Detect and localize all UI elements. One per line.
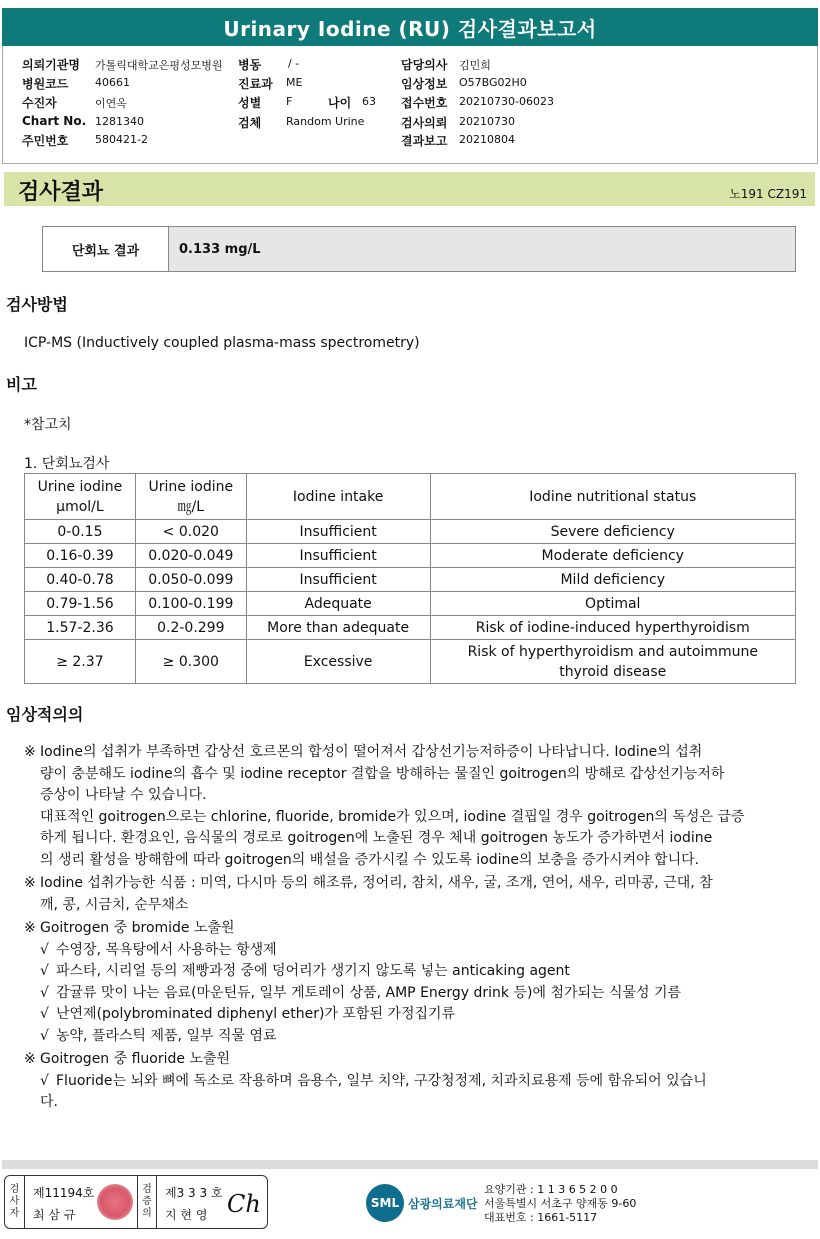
table-row bbox=[25, 544, 796, 568]
examinee-value: 이연옥 bbox=[95, 97, 127, 110]
note-line: 의 생리 활성을 방해함에 따라 goitrogen의 배설을 증가시킬 수 있도록 iodine의 보충을 증가시켜야 합니다. bbox=[40, 851, 700, 868]
verifier-number: 제3 3 3 호 bbox=[165, 1186, 223, 1200]
check-icon: √ bbox=[40, 1027, 49, 1044]
request-date-label: 검사의뢰 bbox=[401, 116, 448, 130]
check-icon: √ bbox=[40, 963, 49, 979]
check-icon: √ bbox=[40, 1006, 49, 1022]
header-mg-line2: ㎎/L bbox=[177, 498, 205, 515]
age-value: 63 bbox=[362, 95, 376, 108]
cell-intake: Insufficient bbox=[246, 544, 430, 568]
examiner-name: 최 삼 규 bbox=[33, 1208, 76, 1222]
cell-status: Moderate deficiency bbox=[430, 544, 795, 568]
table-header-row bbox=[25, 474, 796, 520]
note-mark: ※ bbox=[24, 744, 36, 760]
id-label: 주민번호 bbox=[22, 134, 69, 148]
note-line: 하게 됩니다. 환경요인, 음식물의 경로로 goitrogen에 노출된 경우 체내 goitrogen 농도가 증가하면서 iodine bbox=[40, 830, 713, 846]
cell-status: Risk of iodine-induced hyperthyroidism bbox=[430, 616, 795, 640]
cell-intake: More than adequate bbox=[246, 616, 430, 640]
header-mg bbox=[135, 474, 246, 520]
clinical-info-value: O57BG02H0 bbox=[459, 76, 527, 89]
table-row bbox=[25, 592, 796, 616]
cell-mg: 0.100-0.199 bbox=[135, 592, 246, 616]
request-date-value: 20210730 bbox=[459, 115, 515, 128]
cell-status: Mild deficiency bbox=[430, 568, 795, 592]
clinical-notes bbox=[24, 742, 794, 1114]
doctor-value: 김민희 bbox=[459, 59, 491, 72]
result-value: 0.133 mg/L bbox=[179, 241, 261, 257]
cell-status bbox=[430, 640, 795, 684]
list-item bbox=[24, 961, 794, 983]
signature-box bbox=[4, 1175, 268, 1229]
result-section-bar bbox=[4, 172, 815, 206]
cell-intake: Insufficient bbox=[246, 568, 430, 592]
cell-intake: Insufficient bbox=[246, 520, 430, 544]
cell-umol: 0.40-0.78 bbox=[25, 568, 136, 592]
cell-mg: 0.020-0.049 bbox=[135, 544, 246, 568]
note-mark: ※ bbox=[24, 920, 36, 936]
sml-logo-icon: SML bbox=[366, 1184, 404, 1222]
vertical-char: 자 bbox=[9, 1208, 20, 1219]
org-code: 요양기관 : 1 1 3 6 5 2 0 0 bbox=[484, 1183, 618, 1196]
cell-status: Optimal bbox=[430, 592, 795, 616]
specimen-value: Random Urine bbox=[286, 115, 365, 128]
report-date-label: 결과보고 bbox=[401, 134, 448, 148]
verifier-vertical-label bbox=[137, 1176, 157, 1228]
remarks-title: 비고 bbox=[6, 375, 37, 394]
vertical-char: 검 bbox=[142, 1184, 152, 1195]
cell-intake: Excessive bbox=[246, 640, 430, 684]
check-icon: √ bbox=[40, 984, 49, 1001]
vertical-char: 검 bbox=[9, 1184, 20, 1195]
list-item-text: Fluoride는 뇌와 뼈에 독소로 작용하며 음용수, 일부 치약, 구강청정제, 치과치료용제 등에 함유되어 있습니 bbox=[56, 1072, 707, 1089]
department-label: 진료과 bbox=[238, 77, 273, 91]
institution-label: 의뢰기관명 bbox=[22, 58, 80, 72]
list-item bbox=[24, 1026, 794, 1048]
list-item bbox=[24, 1071, 794, 1093]
chart-label: Chart No. bbox=[22, 114, 87, 128]
specimen-label: 검체 bbox=[238, 116, 262, 130]
cell-status: Severe deficiency bbox=[430, 520, 795, 544]
vertical-char: 증 bbox=[142, 1196, 152, 1207]
list-item bbox=[24, 1004, 794, 1026]
list-item-text: 감귤류 맛이 나는 음료(마운틴듀, 일부 게토레이 상품, AMP Energy drink 등)에 첨가되는 식물성 기름 bbox=[56, 984, 682, 1001]
note-mark: ※ bbox=[24, 1051, 36, 1067]
cell-intake: Adequate bbox=[246, 592, 430, 616]
header-mg-line1: Urine iodine bbox=[148, 478, 234, 495]
note-heading: Goitrogen 중 fluoride 노출원 bbox=[40, 1051, 231, 1067]
note-line: 깨, 콩, 시금치, 순무채소 bbox=[40, 896, 189, 913]
list-item-text: 수영장, 목욕탕에서 사용하는 항생제 bbox=[56, 941, 277, 958]
table-row bbox=[25, 640, 796, 684]
reception-label: 접수번호 bbox=[401, 96, 448, 110]
check-icon: √ bbox=[40, 1072, 49, 1089]
cell-status-line2: thyroid disease bbox=[559, 663, 667, 680]
signature-icon: Ch bbox=[227, 1190, 261, 1218]
note-line: 대표적인 goitrogen으로는 chlorine, fluoride, bromide가 있으며, iodine 결핍일 경우 goitrogen의 독성은 급증 bbox=[40, 808, 745, 825]
org-info bbox=[484, 1183, 636, 1225]
note-paragraph bbox=[24, 1049, 794, 1071]
note-line: 다. bbox=[40, 1094, 58, 1110]
result-label: 단회뇨 결과 bbox=[43, 227, 169, 271]
list-item-text: 파스타, 시리얼 등의 제빵과정 중에 덩어리가 생기지 않도록 넣는 anticaking agent bbox=[56, 963, 570, 979]
report-date-value: 20210804 bbox=[459, 133, 515, 146]
table-row bbox=[25, 568, 796, 592]
cell-umol: 0-0.15 bbox=[25, 520, 136, 544]
seal-icon bbox=[97, 1184, 133, 1220]
id-value: 580421-2 bbox=[95, 133, 148, 146]
note-line: 증상이 나타날 수 있습니다. bbox=[40, 787, 207, 803]
org-phone: 대표번호 : 1661-5117 bbox=[484, 1211, 598, 1224]
cell-status-line1: Risk of hyperthyroidism and autoimmune bbox=[467, 643, 758, 660]
header-intake: Iodine intake bbox=[246, 474, 430, 520]
note-mark: ※ bbox=[24, 875, 36, 891]
result-box bbox=[42, 226, 796, 272]
method-title: 검사방법 bbox=[6, 295, 68, 314]
examiner-number: 제11194호 bbox=[33, 1186, 95, 1200]
clinical-title: 임상적의의 bbox=[6, 705, 84, 724]
institution-value: 가톨릭대학교은평성모병원 bbox=[95, 59, 223, 72]
clinical-info-label: 임상정보 bbox=[401, 77, 448, 91]
cell-umol: 1.57-2.36 bbox=[25, 616, 136, 640]
list-item bbox=[24, 940, 794, 962]
org-address: 서울특별시 서초구 양재동 9-60 bbox=[484, 1197, 637, 1210]
header-umol bbox=[25, 474, 136, 520]
org-name: 삼광의료재단 bbox=[408, 1196, 478, 1211]
note-paragraph bbox=[24, 873, 794, 895]
result-test-code: 노191 CZ191 bbox=[729, 187, 807, 201]
note-paragraph bbox=[24, 742, 794, 764]
header-umol-line2: μmol/L bbox=[56, 498, 104, 515]
footer-divider bbox=[2, 1160, 818, 1169]
note-line: Iodine의 섭취가 부족하면 갑상선 호르몬의 합성이 떨어져서 갑상선기능저하증이 나타납니다. Iodine의 섭취 bbox=[40, 744, 703, 760]
cell-umol: 0.79-1.56 bbox=[25, 592, 136, 616]
note-line: Iodine 섭취가능한 식품 : 미역, 다시마 등의 해조류, 정어리, 참치, 새우, 굴, 조개, 연어, 새우, 리마콩, 근대, 참 bbox=[40, 875, 713, 891]
sex-label: 성별 bbox=[238, 96, 262, 110]
department-value: ME bbox=[286, 76, 303, 89]
header-status: Iodine nutritional status bbox=[430, 474, 795, 520]
chart-value: 1281340 bbox=[95, 115, 144, 128]
table-row bbox=[25, 616, 796, 640]
examiner-vertical-label bbox=[5, 1176, 25, 1228]
note-line: 량이 충분해도 iodine의 흡수 및 iodine receptor 결합을 방해하는 물질인 goitrogen의 방해로 갑상선기능저하 bbox=[40, 765, 725, 782]
vertical-char: 사 bbox=[9, 1196, 20, 1207]
method-text: ICP-MS (Inductively coupled plasma-mass spectrometry) bbox=[24, 335, 420, 351]
cell-mg: ≥ 0.300 bbox=[135, 640, 246, 684]
reference-table bbox=[24, 473, 796, 684]
hospital-code-value: 40661 bbox=[95, 76, 130, 89]
age-label: 나이 bbox=[328, 96, 352, 110]
report-header bbox=[2, 8, 818, 46]
list-item-text: 농약, 플라스틱 제품, 일부 직물 염료 bbox=[56, 1027, 277, 1044]
hospital-code-label: 병원코드 bbox=[22, 77, 69, 91]
cell-umol: ≥ 2.37 bbox=[25, 640, 136, 684]
reference-table-title: 1. 단회뇨검사 bbox=[24, 456, 110, 472]
verifier-name: 지 현 영 bbox=[165, 1208, 208, 1222]
result-section-title: 검사결과 bbox=[18, 180, 104, 205]
check-icon: √ bbox=[40, 941, 49, 958]
report-title: Urinary Iodine (RU) 검사결과보고서 bbox=[223, 16, 597, 41]
cell-umol: 0.16-0.39 bbox=[25, 544, 136, 568]
vertical-char: 의 bbox=[142, 1208, 152, 1219]
table-row bbox=[25, 520, 796, 544]
header-umol-line1: Urine iodine bbox=[37, 478, 123, 495]
ward-label: 병동 bbox=[238, 58, 262, 72]
list-item bbox=[24, 983, 794, 1005]
reference-label: *참고치 bbox=[24, 417, 72, 433]
sex-value: F bbox=[286, 95, 293, 108]
examinee-label: 수진자 bbox=[22, 96, 57, 110]
list-item-text: 난연제(polybrominated diphenyl ether)가 포함된 가정집기류 bbox=[56, 1006, 456, 1022]
cell-mg: < 0.020 bbox=[135, 520, 246, 544]
reception-value: 20210730-06023 bbox=[459, 95, 554, 108]
ward-value: / - bbox=[288, 57, 300, 70]
sml-logo bbox=[366, 1184, 478, 1222]
doctor-label: 담당의사 bbox=[401, 58, 448, 72]
cell-mg: 0.2-0.299 bbox=[135, 616, 246, 640]
note-heading: Goitrogen 중 bromide 노출원 bbox=[40, 920, 235, 936]
note-paragraph bbox=[24, 918, 794, 940]
cell-mg: 0.050-0.099 bbox=[135, 568, 246, 592]
